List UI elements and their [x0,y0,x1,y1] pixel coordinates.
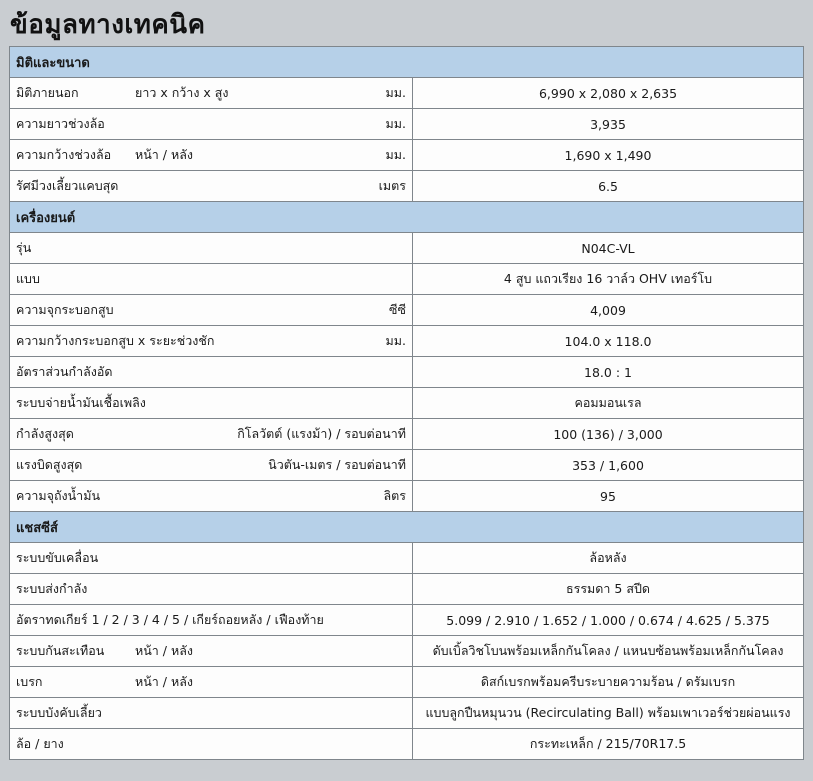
spec-label: ระบบขับเคลื่อน [16,550,99,565]
section-heading: แชสซีส์ [10,512,804,543]
spec-label-cell [10,171,413,202]
spec-label-cell [10,574,413,605]
spec-label: แรงบิดสูงสุด [16,457,83,472]
spec-label-cell [10,357,413,388]
spec-value: 18.0 : 1 [413,357,804,388]
section-heading: มิติและขนาด [10,47,804,78]
spec-label: ระบบส่งกำลัง [16,581,88,596]
table-row [10,419,804,450]
spec-label-cell [10,326,413,357]
spec-unit: ลิตร [383,488,406,503]
spec-label: กำลังสูงสุด [16,426,74,441]
spec-unit: มม. [385,147,406,162]
spec-value: ดิสก์เบรกพร้อมครีบระบายความร้อน / ดรัมเบรก [413,667,804,698]
spec-unit: เมตร [378,178,406,193]
spec-label: ระบบบังคับเลี้ยว [16,705,102,720]
spec-sublabel: หน้า / หลัง [135,643,193,658]
spec-value: ดับเบิ้ลวิชโบนพร้อมเหล็กกันโคลง / แหนบซ้อนพร้อมเหล็กกันโคลง [413,636,804,667]
spec-unit: มม. [385,85,406,100]
spec-table [9,46,804,760]
spec-value: ล้อหลัง [413,543,804,574]
table-row [10,264,804,295]
spec-label: แบบ [16,271,40,286]
spec-label: ระบบกันสะเทือน [16,643,105,658]
spec-label-cell [10,233,413,264]
section-header [10,512,804,543]
spec-value: N04C-VL [413,233,804,264]
spec-unit: ซีซี [389,302,406,317]
spec-value: คอมมอนเรล [413,388,804,419]
section-header [10,47,804,78]
spec-value: แบบลูกปืนหมุนวน (Recirculating Ball) พร้อมเพาเวอร์ช่วยผ่อนแรง [413,698,804,729]
spec-unit: มม. [385,116,406,131]
spec-sublabel: ยาว x กว้าง x สูง [135,85,229,100]
table-row [10,543,804,574]
spec-label-cell [10,140,413,171]
spec-label: ความกว้างช่วงล้อ [16,147,112,162]
spec-sublabel: หน้า / หลัง [135,147,193,162]
spec-value: 4,009 [413,295,804,326]
spec-label: รุ่น [16,240,32,255]
table-row [10,171,804,202]
spec-value: 100 (136) / 3,000 [413,419,804,450]
table-row [10,729,804,760]
table-row [10,636,804,667]
spec-label-cell [10,698,413,729]
spec-label-cell [10,109,413,140]
spec-unit: กิโลวัตต์ (แรงม้า) / รอบต่อนาที [237,426,406,441]
table-row [10,667,804,698]
spec-label: ความจุกระบอกสูบ [16,302,114,317]
spec-value: 353 / 1,600 [413,450,804,481]
spec-value: 5.099 / 2.910 / 1.652 / 1.000 / 0.674 / 4.625 / 5.375 [413,605,804,636]
table-row [10,481,804,512]
table-row [10,388,804,419]
table-row [10,233,804,264]
spec-value: ธรรมดา 5 สปีด [413,574,804,605]
spec-label-cell [10,481,413,512]
spec-label-cell [10,605,413,636]
spec-label-cell [10,264,413,295]
spec-unit: นิวตัน-เมตร / รอบต่อนาที [268,457,406,472]
spec-value: 6,990 x 2,080 x 2,635 [413,78,804,109]
spec-label-cell [10,78,413,109]
spec-label-cell [10,729,413,760]
table-row [10,698,804,729]
spec-label: อัตราส่วนกำลังอัด [16,364,113,379]
spec-value: 95 [413,481,804,512]
spec-label: มิติภายนอก [16,85,79,100]
spec-label: เบรก [16,674,43,689]
spec-label: รัศมีวงเลี้ยวแคบสุด [16,178,119,193]
table-row [10,574,804,605]
table-row [10,450,804,481]
spec-label-cell [10,388,413,419]
spec-value: 3,935 [413,109,804,140]
spec-value: 6.5 [413,171,804,202]
spec-label-cell [10,543,413,574]
spec-label-cell [10,636,413,667]
spec-label: อัตราทดเกียร์ 1 / 2 / 3 / 4 / 5 / เกียร์ถอยหลัง / เฟืองท้าย [16,612,324,627]
table-row [10,295,804,326]
section-header [10,202,804,233]
page-title: ข้อมูลทางเทคนิค [10,10,206,40]
spec-value: กระทะเหล็ก / 215/70R17.5 [413,729,804,760]
spec-label-cell [10,667,413,698]
table-row [10,109,804,140]
spec-sublabel: หน้า / หลัง [135,674,193,689]
spec-value: 1,690 x 1,490 [413,140,804,171]
spec-value: 104.0 x 118.0 [413,326,804,357]
spec-label-cell [10,450,413,481]
table-row [10,605,804,636]
spec-label: ระบบจ่ายน้ำมันเชื้อเพลิง [16,395,146,410]
spec-label: ความกว้างกระบอกสูบ x ระยะช่วงชัก [16,333,215,348]
table-row [10,326,804,357]
table-row [10,78,804,109]
spec-label: ล้อ / ยาง [16,736,64,751]
spec-label-cell [10,295,413,326]
spec-unit: มม. [385,333,406,348]
table-row [10,140,804,171]
spec-label: ความจุถังน้ำมัน [16,488,100,503]
table-row [10,357,804,388]
spec-label-cell [10,419,413,450]
spec-label: ความยาวช่วงล้อ [16,116,105,131]
spec-value: 4 สูบ แถวเรียง 16 วาล์ว OHV เทอร์โบ [413,264,804,295]
section-heading: เครื่องยนต์ [10,202,804,233]
